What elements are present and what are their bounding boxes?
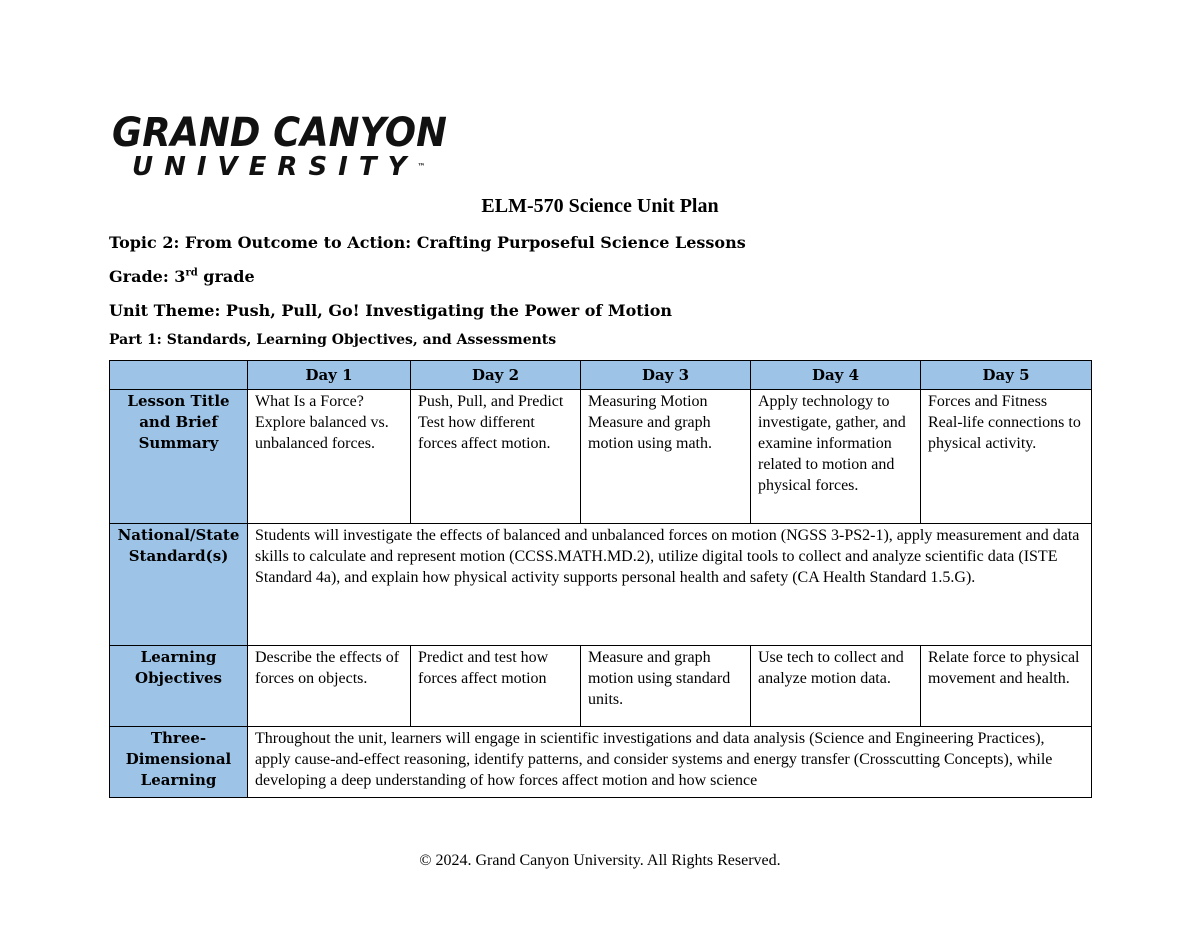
table-header-row — [110, 361, 1092, 390]
row-label-three-dimensional: Three-Dimensional Learning — [110, 727, 248, 798]
objective-cell-day-4: Use tech to collect and analyze motion data. — [751, 646, 921, 727]
lesson-cell-day-3: Measuring Motion Measure and graph motion using math. — [581, 390, 751, 524]
topic-line: Topic 2: From Outcome to Action: Crafting Purposeful Science Lessons — [109, 233, 746, 252]
logo-trademark: ™ — [417, 162, 426, 171]
logo-line-university — [132, 153, 476, 181]
row-label-standards: National/State Standard(s) — [110, 524, 248, 646]
lesson-cell-day-5: Forces and Fitness Real-life connections to physical activity. — [921, 390, 1092, 524]
row-label-learning-objectives: Learning Objectives — [110, 646, 248, 727]
standards-cell: Students will investigate the effects of balanced and unbalanced forces on motion (NGSS 3-PS2-1), apply measurement and data skills to calculate and represent motion (CCSS.MATH.MD.2), utilize digital tools to collect and analyze scientific data (ISTE Standard 4a), and explain how physical activity supports personal health and safety (CA Health Standard 1.5.G). — [248, 524, 1092, 646]
logo-university-text: UNIVERSITY — [132, 152, 418, 182]
part-heading: Part 1: Standards, Learning Objectives, and Assessments — [109, 332, 557, 348]
objective-cell-day-3: Measure and graph motion using standard units. — [581, 646, 751, 727]
three-dimensional-text: Throughout the unit, learners will engage in scientific investigations and data analysis (Science and Engineering Practices), apply cause-and-effect reasoning, identify patterns, and consider systems and energy transfer (Crosscutting Concepts), while developing a deep understanding of how forces affect motion and how science — [255, 730, 1053, 789]
header-corner-cell — [110, 361, 248, 390]
logo-line-grand-canyon: GRAND CANYON — [112, 110, 447, 156]
table-row-three-dimensional — [110, 727, 1092, 798]
row-label-lesson-title: Lesson Title and Brief Summary — [110, 390, 248, 524]
table-row-standards — [110, 524, 1092, 646]
lesson-cell-day-4: Apply technology to investigate, gather, and examine information related to motion and physical forces. — [751, 390, 921, 524]
document-title: ELM-570 Science Unit Plan — [481, 195, 719, 217]
lesson-cell-day-1: What Is a Force? Explore balanced vs. unbalanced forces. — [248, 390, 411, 524]
header-day-5: Day 5 — [921, 361, 1092, 390]
grade-superscript: rd — [185, 267, 198, 279]
unit-theme-line: Unit Theme: Push, Pull, Go! Investigating the Power of Motion — [109, 301, 673, 320]
unit-plan-table — [109, 360, 1092, 798]
table-row-learning-objectives — [110, 646, 1092, 727]
three-dimensional-cell — [248, 727, 1092, 798]
grade-prefix: Grade: 3 — [109, 267, 186, 286]
university-logo — [112, 110, 476, 182]
header-day-4: Day 4 — [751, 361, 921, 390]
grade-line — [109, 267, 255, 286]
grade-suffix: grade — [197, 267, 255, 286]
header-day-3: Day 3 — [581, 361, 751, 390]
copyright-footer: © 2024. Grand Canyon University. All Rights Reserved. — [419, 852, 781, 869]
objective-cell-day-5: Relate force to physical movement and health. — [921, 646, 1092, 727]
table-row-lesson-title — [110, 390, 1092, 524]
header-day-2: Day 2 — [411, 361, 581, 390]
header-day-1: Day 1 — [248, 361, 411, 390]
objective-cell-day-2: Predict and test how forces affect motion — [411, 646, 581, 727]
objective-cell-day-1: Describe the effects of forces on objects. — [248, 646, 411, 727]
lesson-cell-day-2: Push, Pull, and Predict Test how different forces affect motion. — [411, 390, 581, 524]
